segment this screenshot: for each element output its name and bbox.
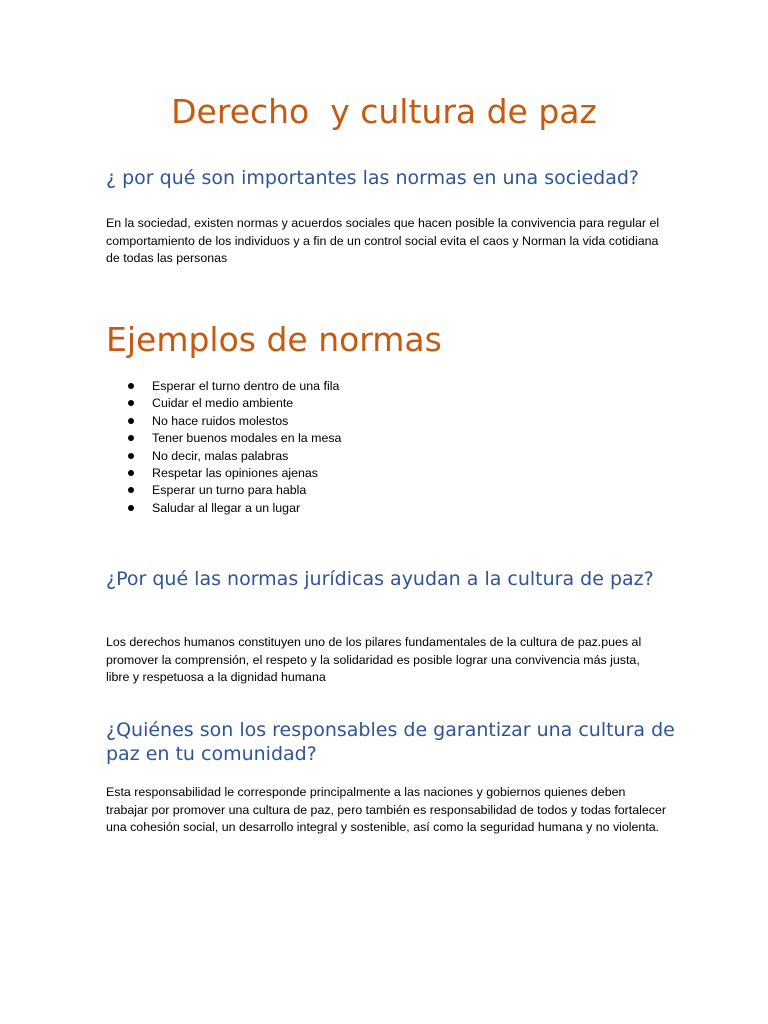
list-item-text: Cuidar el medio ambiente bbox=[152, 396, 294, 411]
section-body-importance-of-norms: En la sociedad, existen normas y acuerdos sociales que hacen posible la convivencia para regular el comportamiento de los individuos y a fin de un control social evita el caos y Norman la vida cotidiana de todas las personas bbox=[106, 216, 660, 265]
bullet-icon bbox=[128, 418, 134, 424]
list-item bbox=[106, 395, 606, 412]
list-item bbox=[106, 378, 606, 395]
bullet-icon bbox=[128, 400, 134, 406]
section-body-legal-norms: Los derechos humanos constituyen uno de los pilares fundamentales de la cultura de paz.pues al promover la comprensión, el respeto y la solidaridad es posible lograr una convivencia más justa, libre y respetuosa a la dignidad humana bbox=[106, 635, 642, 684]
list-item-text: Tener buenos modales en la mesa bbox=[152, 431, 342, 446]
list-item bbox=[106, 500, 606, 517]
section-heading-responsibles: ¿Quiénes son los responsables de garantizar una cultura de paz en tu comunidad? bbox=[106, 719, 675, 765]
section-heading-legal-norms: ¿Por qué las normas jurídicas ayudan a la cultura de paz? bbox=[106, 568, 654, 590]
bullet-icon bbox=[128, 470, 134, 476]
bullet-icon bbox=[128, 435, 134, 441]
section-body-responsibles: Esta responsabilidad le corresponde principalmente a las naciones y gobiernos quienes deben trabajar por promover una cultura de paz, pero también es responsabilidad de todos y todas fortalecer una cohesión social, un desarrollo integral y sostenible, así como la seguridad humana y no violenta. bbox=[106, 785, 666, 834]
section-heading-importance-of-norms: ¿ por qué son importantes las normas en una sociedad? bbox=[106, 167, 640, 189]
list-item bbox=[106, 413, 606, 430]
bullet-icon bbox=[128, 487, 134, 493]
document-title: Derecho y cultura de paz bbox=[171, 92, 597, 131]
list-item bbox=[106, 482, 606, 499]
list-item-text: Esperar un turno para habla bbox=[152, 483, 307, 498]
section-heading-examples: Ejemplos de normas bbox=[106, 320, 442, 359]
list-item bbox=[106, 465, 606, 482]
list-item-text: No hace ruidos molestos bbox=[152, 413, 289, 428]
list-item-text: Saludar al llegar a un lugar bbox=[152, 500, 301, 515]
list-item-text: Respetar las opiniones ajenas bbox=[152, 466, 319, 481]
bullet-icon bbox=[128, 505, 134, 511]
list-item-text: No decir, malas palabras bbox=[152, 448, 289, 463]
list-item bbox=[106, 430, 606, 447]
bullet-icon bbox=[128, 453, 134, 459]
list-item-text: Esperar el turno dentro de una fila bbox=[152, 379, 340, 393]
examples-list bbox=[106, 378, 606, 517]
bullet-icon bbox=[128, 383, 134, 389]
list-item bbox=[106, 448, 606, 465]
